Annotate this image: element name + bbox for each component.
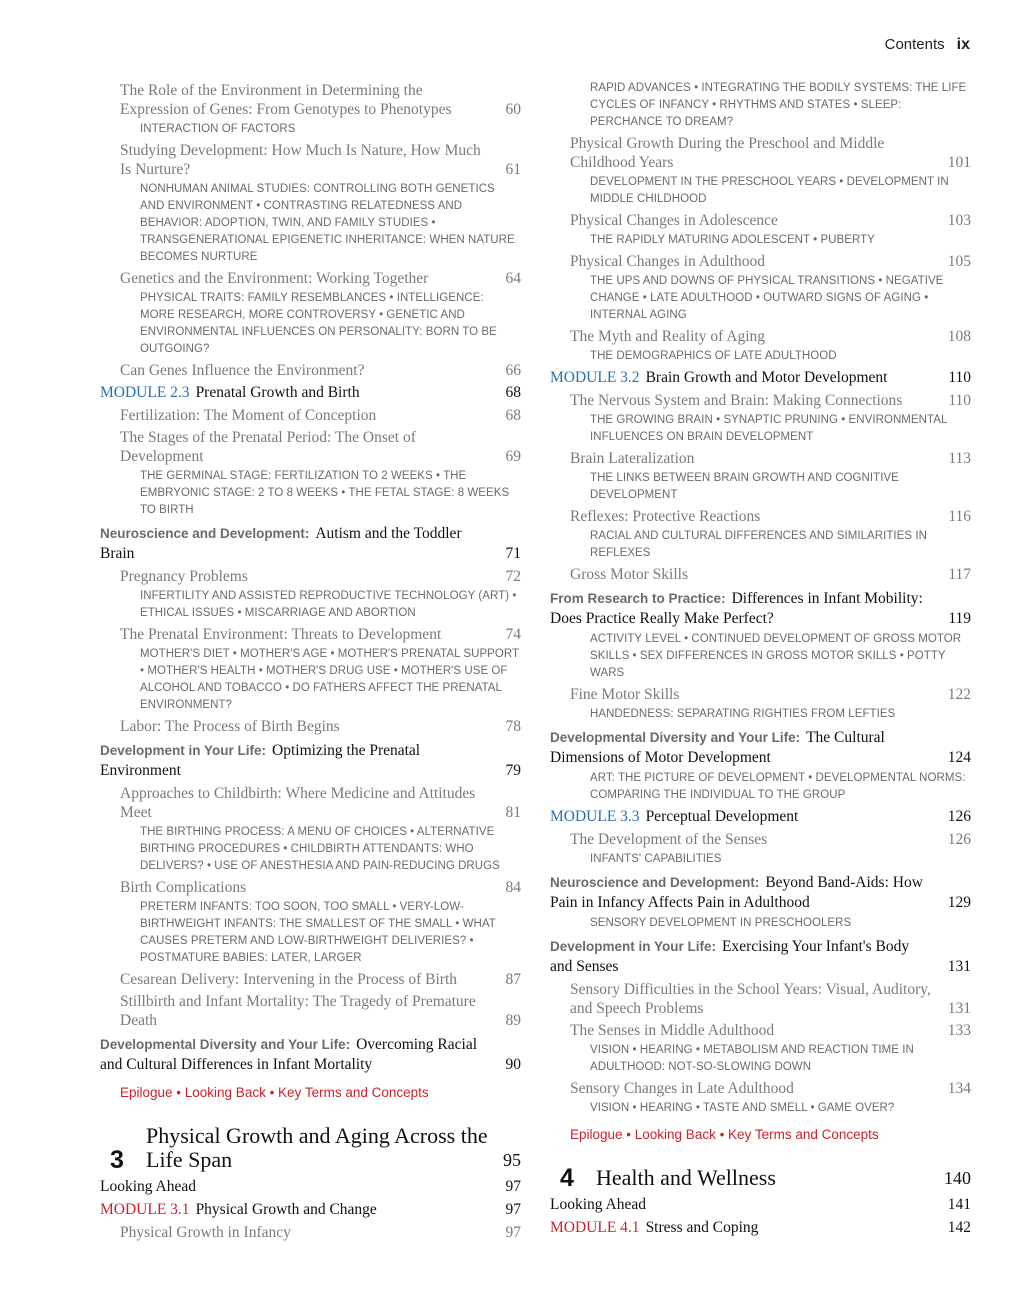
toc-section[interactable]: The Nervous System and Brain: Making Connections 110 xyxy=(570,392,971,409)
toc-module[interactable]: MODULE 2.3 Prenatal Growth and Birth 68 xyxy=(100,384,521,401)
toc-topics: HANDEDNESS: SEPARATING RIGHTIES FROM LEFTIES xyxy=(590,708,896,720)
toc-section[interactable]: Fertilization: The Moment of Conception 68 xyxy=(120,407,521,424)
toc-section[interactable]: Pregnancy Problems 72 xyxy=(120,568,521,585)
toc-topics: THE DEMOGRAPHICS OF LATE ADULTHOOD xyxy=(590,350,837,362)
toc-topics: MOTHER'S DIET • MOTHER'S AGE • MOTHER'S PRENATAL SUPPORT • MOTHER'S HEALTH • MOTHER'S DRUG USE • MOTHER'S USE OF ALCOHOL AND TOBACCO • DO FATHERS AFFECT THE PRENATAL ENVIRONMENT? xyxy=(140,648,519,711)
module-label: MODULE 3.3 xyxy=(550,808,640,825)
toc-section[interactable]: Fine Motor Skills 122 xyxy=(570,686,971,703)
toc-epilogue-line[interactable]: Epilogue • Looking Back • Key Terms and Concepts xyxy=(570,1127,879,1142)
toc-section[interactable]: Brain Lateralization 113 xyxy=(570,450,971,467)
toc-section[interactable]: The Myth and Reality of Aging 108 xyxy=(570,328,971,345)
toc-left-column xyxy=(100,78,521,1242)
toc-chapter[interactable]: 4 Health and Wellness 140 xyxy=(550,1166,971,1190)
toc-topics: VISION • HEARING • TASTE AND SMELL • GAME OVER? xyxy=(590,1102,895,1114)
toc-topics: INFANTS' CAPABILITIES xyxy=(590,853,722,865)
toc-section[interactable]: Gross Motor Skills 117 xyxy=(570,566,971,583)
toc-section[interactable]: Birth Complications 84 xyxy=(120,879,521,896)
toc-topics: INTERACTION OF FACTORS xyxy=(140,123,296,135)
toc-section[interactable]: Can Genes Influence the Environment? 66 xyxy=(120,362,521,379)
feature-label: Development in Your Life: xyxy=(100,743,267,758)
toc-topics: DEVELOPMENT IN THE PRESCHOOL YEARS • DEVELOPMENT IN MIDDLE CHILDHOOD xyxy=(590,176,949,205)
toc-feature[interactable]: From Research to Practice: Differences in Infant Mobility: Does Practice Really Make Perfect? 119 xyxy=(550,590,971,627)
module-label: MODULE 3.2 xyxy=(550,369,640,386)
feature-label: Neuroscience and Development: xyxy=(100,526,310,541)
toc-topics: RACIAL AND CULTURAL DIFFERENCES AND SIMILARITIES IN REFLEXES xyxy=(590,530,927,559)
toc-module[interactable]: MODULE 3.1 Physical Growth and Change 97 xyxy=(100,1201,521,1218)
toc-topics: SENSORY DEVELOPMENT IN PRESCHOOLERS xyxy=(590,917,852,929)
toc-topics: PHYSICAL TRAITS: FAMILY RESEMBLANCES • INTELLIGENCE: MORE RESEARCH, MORE CONTROVERSY • GENETIC AND ENVIRONMENTAL INFLUENCES ON PERSONALITY: BORN TO BE OUTGOING? xyxy=(140,292,497,355)
feature-label: Neuroscience and Development: xyxy=(550,875,760,890)
header-page-number: ix xyxy=(956,36,970,53)
toc-section[interactable]: Sensory Difficulties in the School Years: Visual, Auditory, and Speech Problems 131 xyxy=(570,981,971,1017)
toc-section[interactable]: Approaches to Childbirth: Where Medicine and Attitudes Meet 81 xyxy=(120,785,521,821)
toc-topics: THE UPS AND DOWNS OF PHYSICAL TRANSITIONS • NEGATIVE CHANGE • LATE ADULTHOOD • OUTWARD SIGNS OF AGING • INTERNAL AGING xyxy=(590,275,944,321)
chapter-number: 3 xyxy=(110,1146,124,1174)
toc-section[interactable]: Genetics and the Environment: Working Together 64 xyxy=(120,270,521,287)
toc-section[interactable]: Physical Growth in Infancy 97 xyxy=(120,1224,521,1241)
toc-topics: INFERTILITY AND ASSISTED REPRODUCTIVE TECHNOLOGY (ART) • ETHICAL ISSUES • MISCARRIAGE AND ABORTION xyxy=(140,590,517,619)
toc-section[interactable]: Sensory Changes in Late Adulthood 134 xyxy=(570,1080,971,1097)
toc-section[interactable]: Stillbirth and Infant Mortality: The Tragedy of Premature Death 89 xyxy=(120,993,521,1029)
toc-topics: THE LINKS BETWEEN BRAIN GROWTH AND COGNITIVE DEVELOPMENT xyxy=(590,472,899,501)
module-label: MODULE 2.3 xyxy=(100,384,190,401)
toc-epilogue-line[interactable]: Epilogue • Looking Back • Key Terms and Concepts xyxy=(120,1085,429,1100)
toc-module[interactable]: MODULE 3.2 Brain Growth and Motor Development 110 xyxy=(550,369,971,386)
header-title: Contents xyxy=(884,36,945,53)
toc-feature[interactable]: Developmental Diversity and Your Life: Overcoming Racial and Cultural Differences in Infant Mortality 90 xyxy=(100,1036,521,1073)
toc-topics: NONHUMAN ANIMAL STUDIES: CONTROLLING BOTH GENETICS AND ENVIRONMENT • CONTRASTING RELATEDNESS AND BEHAVIOR: ADOPTION, TWIN, AND FAMILY STUDIES • TRANSGENERATIONAL EPIGENETIC INHERITANCE: WHEN NATURE BECOMES NURTURE xyxy=(140,183,515,263)
toc-looking-ahead[interactable]: Looking Ahead 141 xyxy=(550,1196,971,1213)
feature-label: Developmental Diversity and Your Life: xyxy=(100,1037,351,1052)
chapter-number: 4 xyxy=(560,1164,574,1192)
running-header xyxy=(885,36,970,54)
toc-section[interactable]: The Stages of the Prenatal Period: The Onset of Development 69 xyxy=(120,429,521,465)
module-label: MODULE 4.1 xyxy=(550,1219,640,1236)
toc-section[interactable]: The Role of the Environment in Determining the Expression of Genes: From Genotypes to Phenotypes 60 xyxy=(120,82,521,118)
toc-feature[interactable]: Developmental Diversity and Your Life: The Cultural Dimensions of Motor Development 124 xyxy=(550,729,971,766)
toc-section[interactable]: Physical Growth During the Preschool and Middle Childhood Years 101 xyxy=(570,135,971,171)
toc-section[interactable]: Labor: The Process of Birth Begins 78 xyxy=(120,718,521,735)
toc-looking-ahead[interactable]: Looking Ahead 97 xyxy=(100,1178,521,1195)
toc-topics: THE RAPIDLY MATURING ADOLESCENT • PUBERTY xyxy=(590,234,875,246)
chapter-title: Physical Growth and Aging Across the Life Span xyxy=(146,1123,488,1172)
toc-feature[interactable]: Neuroscience and Development: Autism and the Toddler Brain 71 xyxy=(100,525,521,562)
feature-label: From Research to Practice: xyxy=(550,591,726,606)
toc-section[interactable]: The Development of the Senses 126 xyxy=(570,831,971,848)
toc-feature[interactable]: Development in Your Life: Optimizing the Prenatal Environment 79 xyxy=(100,742,521,779)
feature-label: Development in Your Life: xyxy=(550,939,717,954)
toc-topics: ACTIVITY LEVEL • CONTINUED DEVELOPMENT OF GROSS MOTOR SKILLS • SEX DIFFERENCES IN GROSS MOTOR SKILLS • POTTY WARS xyxy=(590,633,962,679)
toc-topics: PRETERM INFANTS: TOO SOON, TOO SMALL • VERY-LOW-BIRTHWEIGHT INFANTS: THE SMALLEST OF THE SMALL • WHAT CAUSES PRETERM AND LOW-BIRTHWEIGHT DELIVERIES? • POSTMATURE BABIES: LATER, LARGER xyxy=(140,901,496,964)
toc-topics: ART: THE PICTURE OF DEVELOPMENT • DEVELOPMENTAL NORMS: COMPARING THE INDIVIDUAL TO THE GROUP xyxy=(590,772,966,801)
toc-topics: THE GROWING BRAIN • SYNAPTIC PRUNING • ENVIRONMENTAL INFLUENCES ON BRAIN DEVELOPMENT xyxy=(590,414,947,443)
module-label: MODULE 3.1 xyxy=(100,1201,190,1218)
toc-section[interactable]: The Senses in Middle Adulthood 133 xyxy=(570,1022,971,1039)
toc-feature[interactable]: Development in Your Life: Exercising Your Infant's Body and Senses 131 xyxy=(550,938,971,975)
toc-feature[interactable]: Neuroscience and Development: Beyond Band-Aids: How Pain in Infancy Affects Pain in Adulthood 129 xyxy=(550,874,971,911)
toc-right-column xyxy=(550,80,971,1238)
toc-section[interactable]: Physical Changes in Adolescence 103 xyxy=(570,212,971,229)
toc-topics: VISION • HEARING • METABOLISM AND REACTION TIME IN ADULTHOOD: NOT-SO-SLOWING DOWN xyxy=(590,1044,914,1073)
toc-topics: RAPID ADVANCES • INTEGRATING THE BODILY SYSTEMS: THE LIFE CYCLES OF INFANCY • RHYTHMS AND STATES • SLEEP: PERCHANCE TO DREAM? xyxy=(590,82,967,128)
toc-section[interactable]: Physical Changes in Adulthood 105 xyxy=(570,253,971,270)
toc-section[interactable]: Studying Development: How Much Is Nature, How Much Is Nurture? 61 xyxy=(120,142,521,178)
toc-module[interactable]: MODULE 3.3 Perceptual Development 126 xyxy=(550,808,971,825)
toc-topics: THE GERMINAL STAGE: FERTILIZATION TO 2 WEEKS • THE EMBRYONIC STAGE: 2 TO 8 WEEKS • THE FETAL STAGE: 8 WEEKS TO BIRTH xyxy=(140,470,510,516)
toc-module[interactable]: MODULE 4.1 Stress and Coping 142 xyxy=(550,1219,971,1236)
toc-section[interactable]: Reflexes: Protective Reactions 116 xyxy=(570,508,971,525)
toc-chapter[interactable]: 3 Physical Growth and Aging Across the Life Span 95 xyxy=(100,1124,521,1172)
toc-section[interactable]: Cesarean Delivery: Intervening in the Process of Birth 87 xyxy=(120,971,521,988)
toc-topics: THE BIRTHING PROCESS: A MENU OF CHOICES • ALTERNATIVE BIRTHING PROCEDURES • CHILDBIRTH ATTENDANTS: WHO DELIVERS? • USE OF ANESTHESIA AND PAIN-REDUCING DRUGS xyxy=(140,826,500,872)
feature-label: Developmental Diversity and Your Life: xyxy=(550,730,801,745)
toc-section[interactable]: The Prenatal Environment: Threats to Development 74 xyxy=(120,626,521,643)
chapter-title: Health and Wellness xyxy=(596,1165,776,1190)
